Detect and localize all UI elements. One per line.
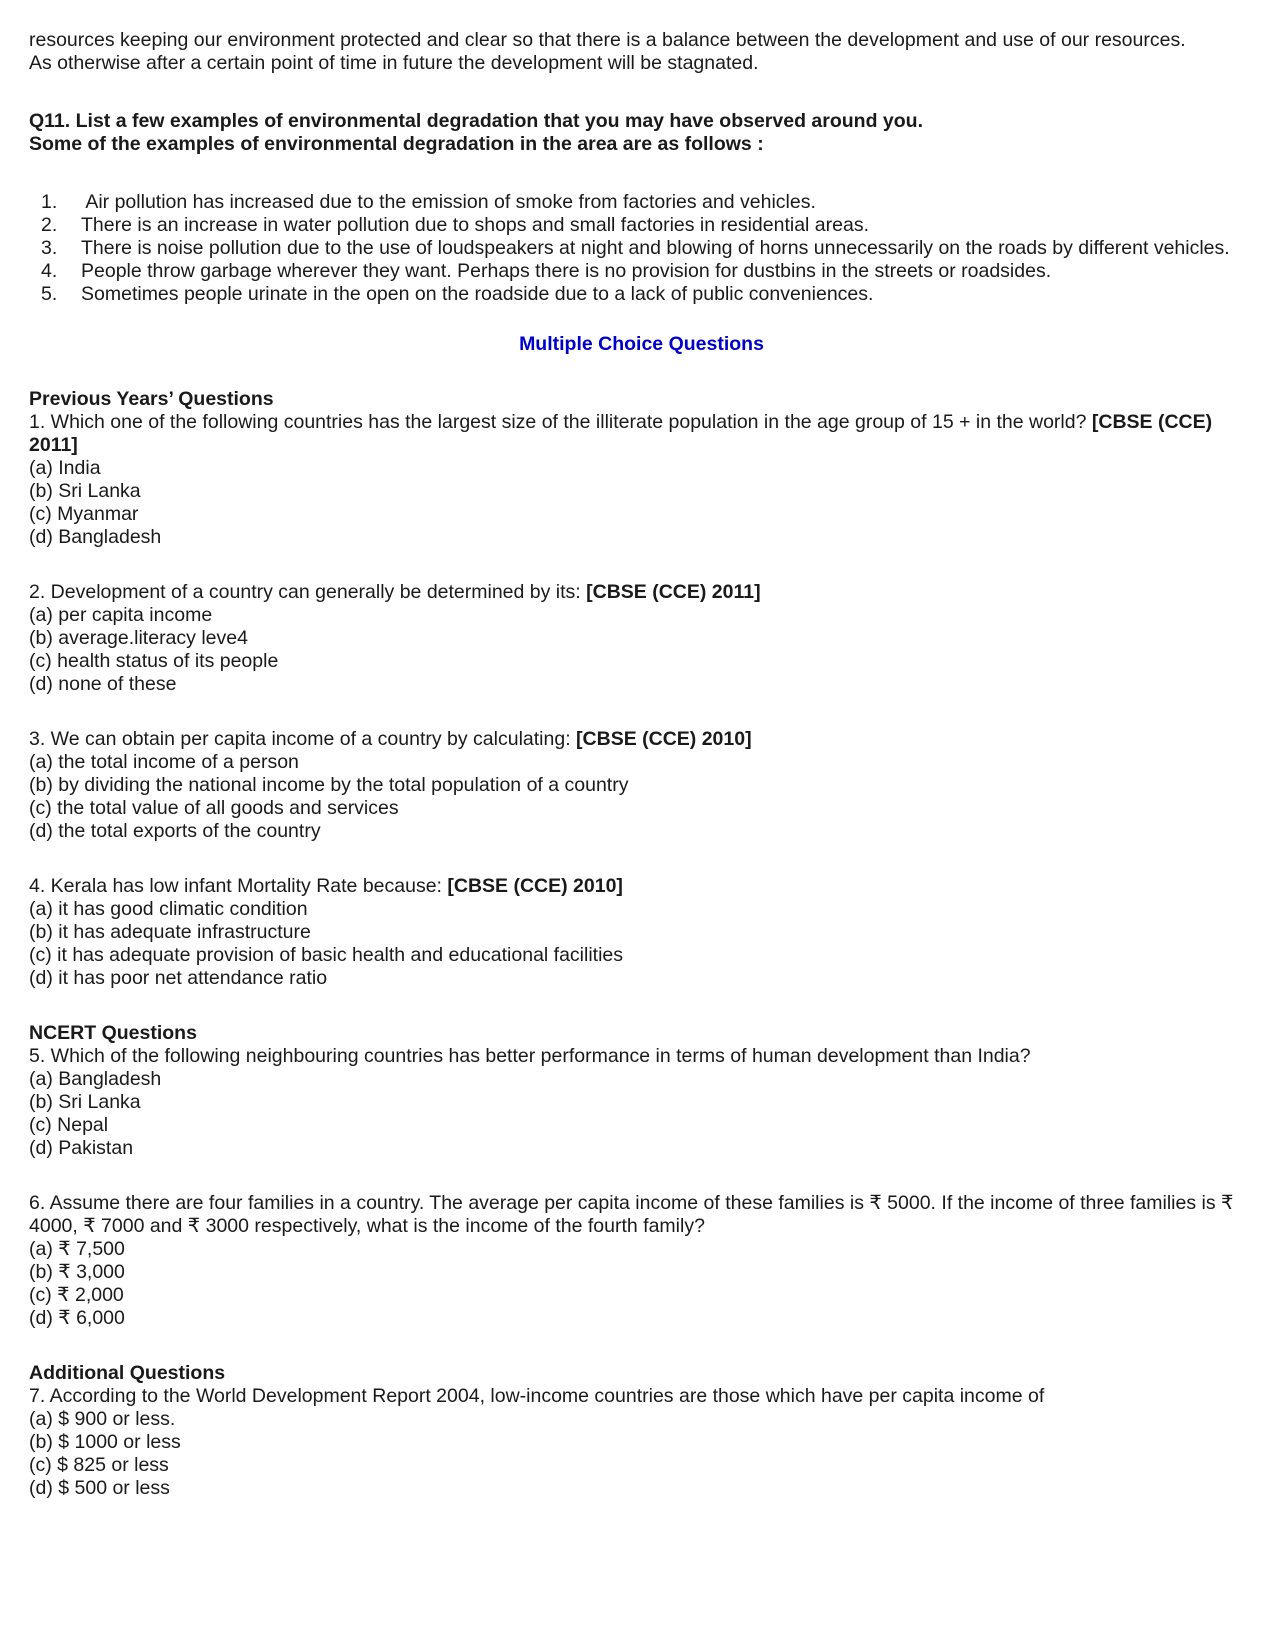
option-c: (c) health status of its people xyxy=(29,650,279,672)
list-item xyxy=(29,191,1254,214)
question-source-tag: [CBSE (CCE) 2010] xyxy=(576,728,752,750)
question-stem: 1. Which one of the following countries has the largest size of the illiterate population in the age group of 15 + in the world? xyxy=(29,411,1092,433)
question-text xyxy=(29,411,1254,457)
list-number: 3. xyxy=(41,237,58,259)
section-title-additional: Additional Questions xyxy=(29,1362,226,1384)
q11-answer-intro: Some of the examples of environmental degradation in the area are as follows : xyxy=(29,133,764,155)
question-text: 7. According to the World Development Report 2004, low-income countries are those which have per capita income of xyxy=(29,1385,1045,1407)
list-item xyxy=(29,260,1254,283)
list-number: 5. xyxy=(41,283,58,305)
question-block xyxy=(29,1045,1254,1160)
option-a: (a) Bangladesh xyxy=(29,1068,162,1090)
list-text: There is noise pollution due to the use of loudspeakers at night and blowing of horns unnecessarily on the roads by different vehicles. xyxy=(81,237,1230,259)
option-c: (c) Nepal xyxy=(29,1114,109,1136)
question-source-tag: [CBSE (CCE) 2011] xyxy=(29,411,1213,456)
list-text: There is an increase in water pollution due to shops and small factories in residential areas. xyxy=(81,214,870,236)
option-a: (a) per capita income xyxy=(29,604,213,626)
question-stem: 3. We can obtain per capita income of a country by calculating: xyxy=(29,728,577,750)
list-number: 4. xyxy=(41,260,58,282)
question-stem: 2. Development of a country can generally be determined by its: xyxy=(29,581,587,603)
option-d: (d) ₹ 6,000 xyxy=(29,1307,125,1329)
mcq-heading: Multiple Choice Questions xyxy=(519,333,764,355)
option-d: (d) the total exports of the country xyxy=(29,820,321,842)
list-number: 2. xyxy=(41,214,58,236)
option-d: (d) Bangladesh xyxy=(29,526,162,548)
question-block xyxy=(29,1192,1254,1330)
option-d: (d) it has poor net attendance ratio xyxy=(29,967,328,989)
section-title-ncert: NCERT Questions xyxy=(29,1022,197,1044)
list-item xyxy=(29,283,1254,306)
option-b: (b) Sri Lanka xyxy=(29,480,141,502)
option-b: (b) ₹ 3,000 xyxy=(29,1261,125,1283)
option-c: (c) Myanmar xyxy=(29,503,139,525)
option-c: (c) it has adequate provision of basic health and educational facilities xyxy=(29,944,624,966)
question-block xyxy=(29,875,1254,990)
option-b: (b) it has adequate infrastructure xyxy=(29,921,311,943)
option-d: (d) Pakistan xyxy=(29,1137,134,1159)
option-a: (a) $ 900 or less. xyxy=(29,1408,176,1430)
list-item xyxy=(29,214,1254,237)
option-a: (a) ₹ 7,500 xyxy=(29,1238,125,1260)
question-block xyxy=(29,728,1254,843)
option-c: (c) $ 825 or less xyxy=(29,1454,169,1476)
section-title-previous-years: Previous Years’ Questions xyxy=(29,388,274,410)
option-a: (a) the total income of a person xyxy=(29,751,299,773)
question-text xyxy=(29,728,1254,751)
option-c: (c) ₹ 2,000 xyxy=(29,1284,124,1306)
q11-question: Q11. List a few examples of environmental degradation that you may have observed around you. xyxy=(29,110,923,132)
option-b: (b) average.literacy leve4 xyxy=(29,627,248,649)
option-b: (b) by dividing the national income by the total population of a country xyxy=(29,774,629,796)
intro-line-1: resources keeping our environment protected and clear so that there is a balance between the development and use of our resources. xyxy=(29,29,1186,51)
question-text: 5. Which of the following neighbouring countries has better performance in terms of human development than India? xyxy=(29,1045,1031,1067)
list-item xyxy=(29,237,1254,260)
question-text xyxy=(29,875,1254,898)
option-b: (b) $ 1000 or less xyxy=(29,1431,181,1453)
document-page xyxy=(29,29,1254,1500)
list-text: Air pollution has increased due to the emission of smoke from factories and vehicles. xyxy=(81,191,816,213)
list-text: Sometimes people urinate in the open on the roadside due to a lack of public conveniences. xyxy=(81,283,874,305)
question-block xyxy=(29,411,1254,549)
list-text: People throw garbage wherever they want. Perhaps there is no provision for dustbins in the streets or roadsides. xyxy=(81,260,1052,282)
list-number: 1. xyxy=(41,191,58,213)
question-block xyxy=(29,1385,1254,1500)
question-text: 6. Assume there are four families in a country. The average per capita income of these families is ₹ 5000. If the income of three families is ₹ 4000, ₹ 7000 and ₹ 3000 respectively, what is the income of the fourth family? xyxy=(29,1192,1234,1237)
option-a: (a) it has good climatic condition xyxy=(29,898,308,920)
option-d: (d) $ 500 or less xyxy=(29,1477,170,1499)
option-b: (b) Sri Lanka xyxy=(29,1091,141,1113)
question-source-tag: [CBSE (CCE) 2010] xyxy=(447,875,623,897)
question-stem: 4. Kerala has low infant Mortality Rate because: xyxy=(29,875,448,897)
option-a: (a) India xyxy=(29,457,101,479)
intro-line-2: As otherwise after a certain point of time in future the development will be stagnated. xyxy=(29,52,759,74)
question-block xyxy=(29,581,1254,696)
question-source-tag: [CBSE (CCE) 2011] xyxy=(586,581,761,603)
option-d: (d) none of these xyxy=(29,673,177,695)
q11-examples-list xyxy=(29,191,1254,306)
option-c: (c) the total value of all goods and services xyxy=(29,797,399,819)
question-text xyxy=(29,581,1254,604)
